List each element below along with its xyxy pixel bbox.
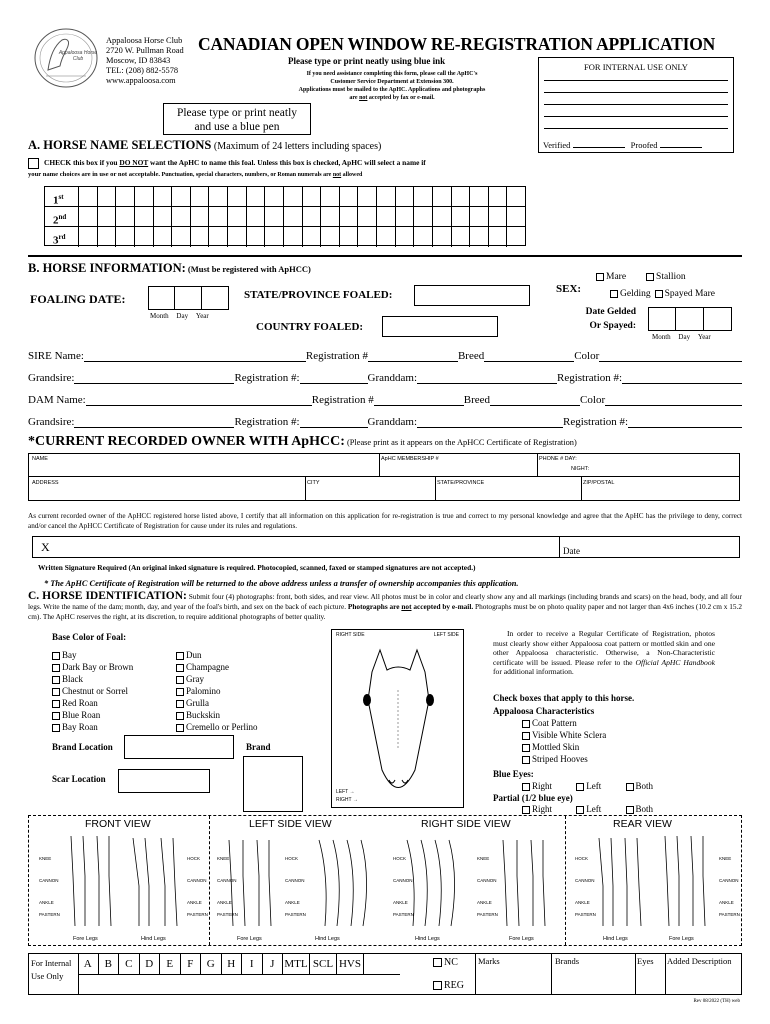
internal-code-cell[interactable]: H — [222, 954, 243, 974]
internal-code-cell[interactable]: B — [99, 954, 120, 974]
characteristic-checkbox[interactable] — [522, 756, 530, 764]
name-letter-cell[interactable] — [340, 207, 359, 226]
front-fore-legs-label: Fore Legs — [73, 936, 98, 942]
sire-granddam-input[interactable] — [417, 372, 557, 384]
internal-code-cell[interactable]: D — [140, 954, 161, 974]
sire-row: SIRE Name: Registration # Breed Color — [28, 350, 742, 362]
gelded-day-box[interactable] — [676, 307, 704, 331]
name-letter-cell[interactable] — [507, 207, 525, 226]
characteristic-checkbox[interactable] — [522, 720, 530, 728]
leg-part-label: PASTERN — [719, 912, 740, 917]
internal-code-cell[interactable]: I — [242, 954, 263, 974]
leg-part-label: ANKLE — [575, 900, 590, 905]
name-letter-cell[interactable] — [228, 187, 247, 206]
name-letter-cell[interactable] — [265, 207, 284, 226]
base-color-option: Grulla — [176, 697, 258, 709]
name-letter-cell[interactable] — [377, 187, 396, 206]
leg-part-label: ANKLE — [187, 900, 202, 905]
org-tel: TEL: (208) 882-5578 — [106, 66, 179, 75]
leg-part-label: PASTERN — [575, 912, 596, 917]
name-letter-cell[interactable] — [489, 227, 508, 247]
do-not-name-checkbox-row: CHECK this box if you DO NOT want the ApHC to name this foal. Unless this box is checked, ApHC will select a name if your name choices are in use or not acceptable. Punctuation, special characters, numbers, or Roman numerals are not allowed — [28, 158, 426, 178]
signature-box[interactable] — [32, 536, 740, 558]
rear-fore-legs-label: Fore Legs — [669, 936, 694, 942]
name-letter-cell[interactable] — [358, 207, 377, 226]
partial-right-checkbox[interactable] — [522, 806, 530, 814]
name-letter-cell[interactable] — [340, 227, 359, 247]
brands-label: Brands — [555, 956, 580, 966]
base-color-checkbox[interactable] — [176, 712, 184, 720]
owner-zip-label: ZIP/POSTAL — [583, 480, 615, 486]
base-color-option: Buckskin — [176, 709, 258, 721]
name-letter-cell[interactable] — [321, 207, 340, 226]
subtitle: Please type or print neatly using blue ink — [288, 56, 446, 66]
leg-part-label: PASTERN — [217, 912, 238, 917]
name-letter-cell[interactable] — [433, 187, 452, 206]
name-letter-cell[interactable] — [191, 187, 210, 206]
name-letter-cell[interactable] — [414, 227, 433, 247]
characteristic-option: Visible White Sclera — [522, 729, 606, 741]
mare-checkbox[interactable] — [596, 273, 604, 281]
phone-night-label: NIGHT: — [571, 466, 590, 472]
proofed-label: Proofed — [630, 140, 658, 150]
base-color-option: Cremello or Perlino — [176, 721, 258, 733]
base-color-option: Dun — [176, 649, 258, 661]
nc-checkbox[interactable] — [433, 958, 442, 967]
name-letter-cell[interactable] — [209, 187, 228, 206]
leg-part-label: CANNON — [285, 878, 305, 883]
left-side-view-label: LEFT SIDE VIEW — [249, 818, 332, 830]
base-color-checkbox[interactable] — [176, 700, 184, 708]
base-color-checkbox[interactable] — [176, 664, 184, 672]
base-color-option: Palomino — [176, 685, 258, 697]
base-color-label: Base Color of Foal: — [52, 632, 127, 642]
logo-text: Appaloosa Horse Club — [58, 50, 98, 62]
base-color-checkbox[interactable] — [176, 652, 184, 660]
leg-part-label: KNEE — [217, 856, 230, 861]
eyes-label: Eyes — [637, 956, 654, 966]
name-choice-number: 1st — [45, 187, 79, 206]
name-letter-cell[interactable] — [284, 227, 303, 247]
brand-input[interactable] — [243, 756, 303, 812]
name-letter-cell[interactable] — [433, 227, 452, 247]
name-letter-cell[interactable] — [135, 187, 154, 206]
characteristic-option: Coat Pattern — [522, 717, 606, 729]
name-letter-cell[interactable] — [303, 227, 322, 247]
name-letter-cell[interactable] — [321, 187, 340, 206]
name-letter-cell[interactable] — [303, 207, 322, 226]
base-color-checkbox[interactable] — [52, 712, 60, 720]
name-letter-cell[interactable] — [265, 227, 284, 247]
page-title: CANADIAN OPEN WINDOW RE-REGISTRATION APPLICATION — [198, 34, 716, 54]
name-letter-cell[interactable] — [340, 187, 359, 206]
name-letter-cell[interactable] — [358, 187, 377, 206]
sire-color-input[interactable] — [599, 350, 742, 362]
leg-part-label: ANKLE — [39, 900, 54, 905]
name-letter-cell[interactable] — [79, 187, 98, 206]
verified-label: Verified — [543, 140, 571, 150]
base-color-checkbox[interactable] — [52, 688, 60, 696]
characteristic-checkbox[interactable] — [522, 732, 530, 740]
leg-part-label: CANNON — [39, 878, 59, 883]
stallion-checkbox[interactable] — [646, 273, 654, 281]
leg-part-label: PASTERN — [187, 912, 208, 917]
partial-options: Right Left Both — [522, 804, 653, 814]
partial-left-checkbox[interactable] — [576, 806, 584, 814]
leg-part-label: HOCK — [285, 856, 299, 861]
base-color-checkbox[interactable] — [52, 724, 60, 732]
internal-code-cell[interactable]: HVS — [337, 954, 364, 974]
dam-name-input[interactable] — [86, 394, 312, 406]
internal-code-cell[interactable]: G — [201, 954, 222, 974]
name-letter-cell[interactable] — [135, 207, 154, 226]
name-letter-cell[interactable] — [433, 207, 452, 226]
blue-eye-right-checkbox[interactable] — [522, 783, 530, 791]
name-letter-cell[interactable] — [247, 187, 266, 206]
name-letter-cell[interactable] — [209, 227, 228, 247]
leg-part-label: CANNON — [719, 878, 739, 883]
sex-label: SEX: — [556, 283, 582, 295]
reg-label: REG — [444, 980, 464, 991]
name-choice-row — [45, 207, 525, 227]
name-letter-cell[interactable] — [452, 187, 471, 206]
name-letter-cell[interactable] — [452, 227, 471, 247]
name-letter-cell[interactable] — [79, 207, 98, 226]
internal-code-cell[interactable]: C — [119, 954, 140, 974]
dam-registration-input[interactable] — [374, 394, 464, 406]
base-color-option: Chestnut or Sorrel — [52, 685, 133, 697]
blue-eyes-label: Blue Eyes: — [493, 769, 534, 779]
name-letter-cell[interactable] — [154, 227, 173, 247]
sire-grandparents-row: Grandsire: Registration #: Granddam: Registration #: — [28, 372, 742, 384]
left-hind-legs-label: Hind Legs — [315, 936, 340, 942]
internal-code-cell[interactable]: MTL — [283, 954, 310, 974]
owner-state-label: STATE/PROVINCE — [437, 480, 485, 486]
marks-label: Marks — [478, 956, 500, 966]
leg-part-label: KNEE — [719, 856, 732, 861]
name-letter-cell[interactable] — [489, 207, 508, 226]
name-letter-cell[interactable] — [396, 187, 415, 206]
leg-part-label: CANNON — [393, 878, 413, 883]
right-side-view-label: RIGHT SIDE VIEW — [421, 818, 511, 830]
signature-note: Written Signature Required (An original inked signature is required. Photocopied, scanned, faxed or stamped signatures are not accepted.) — [38, 563, 476, 572]
certify-text: As current recorded owner of the ApHCC registered horse listed above, I certify that all information on this application for re-registration is true and correct to my personal knowledge and agree that the ApHC has the privilege to deny, correct and/or cancel the ApHCC Certificate of Registration for cause under its rules and regulations. — [28, 512, 742, 530]
org-city: Moscow, ID 83843 — [106, 56, 171, 65]
gelding-checkbox[interactable] — [610, 290, 618, 298]
state-foaled-input[interactable] — [414, 285, 530, 306]
name-letter-cell[interactable] — [172, 207, 191, 226]
name-letter-cell[interactable] — [135, 227, 154, 247]
characteristic-option: Striped Hooves — [522, 753, 606, 765]
org-address: 2720 W. Pullman Road — [106, 46, 184, 55]
base-color-option: Champagne — [176, 661, 258, 673]
return-note: * The ApHC Certificate of Registration will be returned to the above address unless a transfer of ownership accompanies this application. — [44, 579, 519, 588]
name-letter-cell[interactable] — [154, 207, 173, 226]
leg-part-label: KNEE — [477, 856, 490, 861]
name-letter-cell[interactable] — [154, 187, 173, 206]
base-color-checkbox[interactable] — [52, 700, 60, 708]
owner-box-2 — [28, 477, 740, 501]
country-foaled-input[interactable] — [382, 316, 498, 337]
brand-label: Brand — [246, 742, 271, 752]
rear-hind-legs-label: Hind Legs — [603, 936, 628, 942]
colors-left-list — [52, 649, 133, 733]
name-letter-cell[interactable] — [191, 227, 210, 247]
name-letter-cell[interactable] — [470, 207, 489, 226]
date-gelded-label: Date Gelded Or Spayed: — [585, 307, 636, 331]
name-letter-cell[interactable] — [303, 187, 322, 206]
section-a-heading: A. HORSE NAME SELECTIONS (Maximum of 24 letters including spaces) — [28, 138, 382, 152]
leg-part-label: HOCK — [187, 856, 201, 861]
name-letter-cell[interactable] — [172, 227, 191, 247]
added-description-label: Added Description — [667, 956, 732, 966]
owner-city-label: CITY — [307, 480, 320, 486]
name-letter-cell[interactable] — [284, 207, 303, 226]
name-letter-cell[interactable] — [414, 207, 433, 226]
base-color-option: Gray — [176, 673, 258, 685]
base-color-option: Dark Bay or Brown — [52, 661, 133, 673]
dam-breed-input[interactable] — [490, 394, 580, 406]
name-letter-cell[interactable] — [116, 207, 135, 226]
base-color-option: Red Roan — [52, 697, 133, 709]
leg-part-label: ANKLE — [217, 900, 232, 905]
internal-use-title: FOR INTERNAL USE ONLY — [584, 62, 688, 72]
owner-box-1 — [28, 453, 740, 477]
sire-registration-input[interactable] — [368, 350, 458, 362]
name-letter-cell[interactable] — [98, 207, 117, 226]
name-letter-cell[interactable] — [116, 227, 135, 247]
name-letter-cell[interactable] — [191, 207, 210, 226]
scar-location-input[interactable] — [118, 769, 210, 793]
leg-part-label: ANKLE — [393, 900, 408, 905]
colors-right-list — [176, 649, 258, 733]
internal-code-cell[interactable]: SCL — [310, 954, 337, 974]
print-neatly-box: Please type or print neatly and use a blue pen — [163, 103, 311, 135]
name-letter-cell[interactable] — [396, 207, 415, 226]
name-letter-cell[interactable] — [98, 227, 117, 247]
name-choice-number: 2nd — [45, 207, 79, 226]
head-diagram: RIGHT SIDE LEFT SIDE LEFT → RIGHT → — [331, 629, 464, 808]
phone-day-label: PHONE # DAY: — [539, 456, 577, 462]
owner-address-label: ADDRESS — [32, 480, 59, 486]
revision-label: Rev 08/2022 (TH) web — [693, 999, 740, 1004]
characteristics-list — [522, 717, 606, 765]
name-letter-cell[interactable] — [396, 227, 415, 247]
name-choice-row — [45, 227, 525, 247]
state-foaled-label: STATE/PROVINCE FOALED: — [244, 289, 393, 301]
name-letter-cell[interactable] — [265, 187, 284, 206]
internal-code-cell[interactable]: E — [160, 954, 181, 974]
scar-location-label: Scar Location — [52, 774, 106, 784]
internal-footer — [28, 953, 742, 995]
right-hind-legs-label: Hind Legs — [415, 936, 440, 942]
right-fore-legs-label: Fore Legs — [509, 936, 534, 942]
sex-options: Mare Stallion Gelding Spayed Mare — [596, 269, 715, 303]
nc-label: NC — [444, 957, 458, 968]
dam-color-input[interactable] — [605, 394, 742, 406]
do-not-name-checkbox[interactable] — [28, 158, 39, 169]
internal-use-box — [538, 57, 734, 153]
base-color-checkbox[interactable] — [52, 664, 60, 672]
characteristic-checkbox[interactable] — [522, 744, 530, 752]
internal-code-cell[interactable]: F — [181, 954, 202, 974]
blue-eye-left-checkbox[interactable] — [576, 783, 584, 791]
internal-code-cell[interactable]: A — [78, 954, 99, 974]
leg-part-label: KNEE — [39, 856, 52, 861]
leg-part-label: PASTERN — [285, 912, 306, 917]
leg-part-label: CANNON — [187, 878, 207, 883]
name-letter-cell[interactable] — [98, 187, 117, 206]
appy-chars-label: Appaloosa Characteristics — [493, 706, 595, 716]
sire-name-input[interactable] — [84, 350, 306, 362]
name-letter-cell[interactable] — [209, 207, 228, 226]
leg-part-label: PASTERN — [393, 912, 414, 917]
base-color-checkbox[interactable] — [52, 676, 60, 684]
name-letter-cell[interactable] — [470, 187, 489, 206]
name-letter-cell[interactable] — [247, 207, 266, 226]
name-letter-cell[interactable] — [414, 187, 433, 206]
brand-location-label: Brand Location — [52, 742, 113, 752]
name-letter-cell[interactable] — [228, 227, 247, 247]
name-choice-row — [45, 187, 525, 207]
dam-row: DAM Name: Registration # Breed Color — [28, 394, 742, 406]
name-letter-cell[interactable] — [321, 227, 340, 247]
name-letter-cell[interactable] — [284, 187, 303, 206]
base-color-checkbox[interactable] — [176, 688, 184, 696]
foaling-year-box[interactable] — [202, 286, 229, 310]
blue-eyes-options: Right Left Both — [522, 781, 653, 791]
dam-grandsire-input[interactable] — [74, 416, 234, 428]
name-letter-cell[interactable] — [489, 187, 508, 206]
dam-grandparents-row: Grandsire: Registration #: Granddam: Registration #: — [28, 416, 742, 428]
name-letter-cell[interactable] — [228, 207, 247, 226]
name-grid — [44, 186, 526, 246]
name-choice-number: 3rd — [45, 227, 79, 247]
leg-part-label: ANKLE — [719, 900, 734, 905]
leg-part-label: CANNON — [217, 878, 237, 883]
country-foaled-label: COUNTRY FOALED: — [256, 321, 364, 333]
gelded-year-box[interactable] — [704, 307, 732, 331]
name-letter-cell[interactable] — [507, 227, 525, 247]
owner-heading: *CURRENT RECORDED OWNER WITH ApHCC: (Please print as it appears on the ApHCC Certificate of Registration) — [28, 434, 577, 449]
signature-x: X — [41, 540, 50, 554]
check-boxes-label: Check boxes that apply to this horse. — [493, 693, 635, 703]
leg-part-label: CANNON — [575, 878, 595, 883]
blue-eye-both-checkbox[interactable] — [626, 783, 634, 791]
name-letter-cell[interactable] — [247, 227, 266, 247]
name-letter-cell[interactable] — [377, 207, 396, 226]
internal-footer-label: For Internal Use Only — [31, 958, 72, 981]
gelded-month-box[interactable] — [648, 307, 676, 331]
assist-note: If you need assistance completing this form, please call the ApHC's Customer Service Department at Extension 300. Applications must be mailed to the ApHC. Applications and photographs are not accepted by fax or e-mail. — [298, 71, 486, 101]
name-letter-cell[interactable] — [172, 187, 191, 206]
rear-view-label: REAR VIEW — [613, 818, 672, 830]
name-letter-cell[interactable] — [358, 227, 377, 247]
leg-part-label: HOCK — [393, 856, 407, 861]
characteristic-option: Mottled Skin — [522, 741, 606, 753]
name-letter-cell[interactable] — [79, 227, 98, 247]
base-color-checkbox[interactable] — [176, 676, 184, 684]
base-color-option: Bay — [52, 649, 133, 661]
name-letter-cell[interactable] — [377, 227, 396, 247]
base-color-option: Bay Roan — [52, 721, 133, 733]
name-letter-cell[interactable] — [116, 187, 135, 206]
foaling-date-label: FOALING DATE: — [30, 292, 126, 306]
org-info — [106, 36, 184, 86]
front-hind-legs-label: Hind Legs — [141, 936, 166, 942]
leg-part-label: HOCK — [575, 856, 589, 861]
left-fore-legs-label: Fore Legs — [237, 936, 262, 942]
sire-breed-input[interactable] — [484, 350, 574, 362]
name-letter-cell[interactable] — [452, 207, 471, 226]
sire-grandsire-input[interactable] — [74, 372, 234, 384]
leg-part-label: PASTERN — [39, 912, 60, 917]
section-c-text: C. HORSE IDENTIFICATION: Submit four (4) photographs: front, both sides, and rear view. All photos must be in color and clearly show any and all markings (including brands and scars) on the head, body, and all four legs. Write the name of the dam; month, day, and year of the foal's birth, and sex on the back of each picture. Photographs are not accepted by e-mail. Photographs must be on photo quality paper and not larger than 4x6 inches (10.2 cm x 15.2 cm). The ApHC reserves the right, at its discretion, to require additional photographs of better quality. — [28, 590, 742, 621]
brand-location-input[interactable] — [124, 735, 234, 759]
internal-code-cell[interactable]: J — [263, 954, 284, 974]
section-b-heading: B. HORSE INFORMATION: (Must be registered with ApHCC) — [28, 261, 311, 275]
spayed-checkbox[interactable] — [655, 290, 663, 298]
base-color-checkbox[interactable] — [176, 724, 184, 732]
gelded-date-boxes — [648, 307, 732, 331]
org-web: www.appaloosa.com — [106, 76, 176, 85]
foaling-date-boxes — [148, 286, 229, 310]
name-letter-cell[interactable] — [470, 227, 489, 247]
dam-granddam-input[interactable] — [417, 416, 563, 428]
leg-part-label: ANKLE — [285, 900, 300, 905]
base-color-option: Blue Roan — [52, 709, 133, 721]
name-letter-cell[interactable] — [507, 187, 525, 206]
leg-part-label: ANKLE — [477, 900, 492, 905]
owner-name-label: NAME — [32, 456, 48, 462]
front-view-label: FRONT VIEW — [85, 818, 151, 830]
partial-label: Partial (1/2 blue eye) — [493, 793, 573, 803]
foaling-day-box[interactable] — [175, 286, 202, 310]
leg-views — [28, 815, 742, 946]
org-name: Appaloosa Horse Club — [106, 36, 183, 45]
leg-part-label: PASTERN — [477, 912, 498, 917]
reg-checkbox[interactable] — [433, 981, 442, 990]
base-color-option: Black — [52, 673, 133, 685]
regular-certificate-text: In order to receive a Regular Certificate of Registration, photos must clearly show either Appaloosa coat pattern or mottled skin and one other Appaloosa characteristic. Otherwise, a Non-Characteristic certificate will be issued. Please refer to the Official ApHC Handbook for additional information. — [493, 629, 716, 677]
membership-label: ApHC MEMBERSHIP # — [381, 456, 439, 462]
signature-date-label: Date — [563, 546, 580, 556]
partial-both-checkbox[interactable] — [626, 806, 634, 814]
foaling-month-box[interactable] — [148, 286, 175, 310]
leg-part-label: CANNON — [477, 878, 497, 883]
base-color-checkbox[interactable] — [52, 652, 60, 660]
